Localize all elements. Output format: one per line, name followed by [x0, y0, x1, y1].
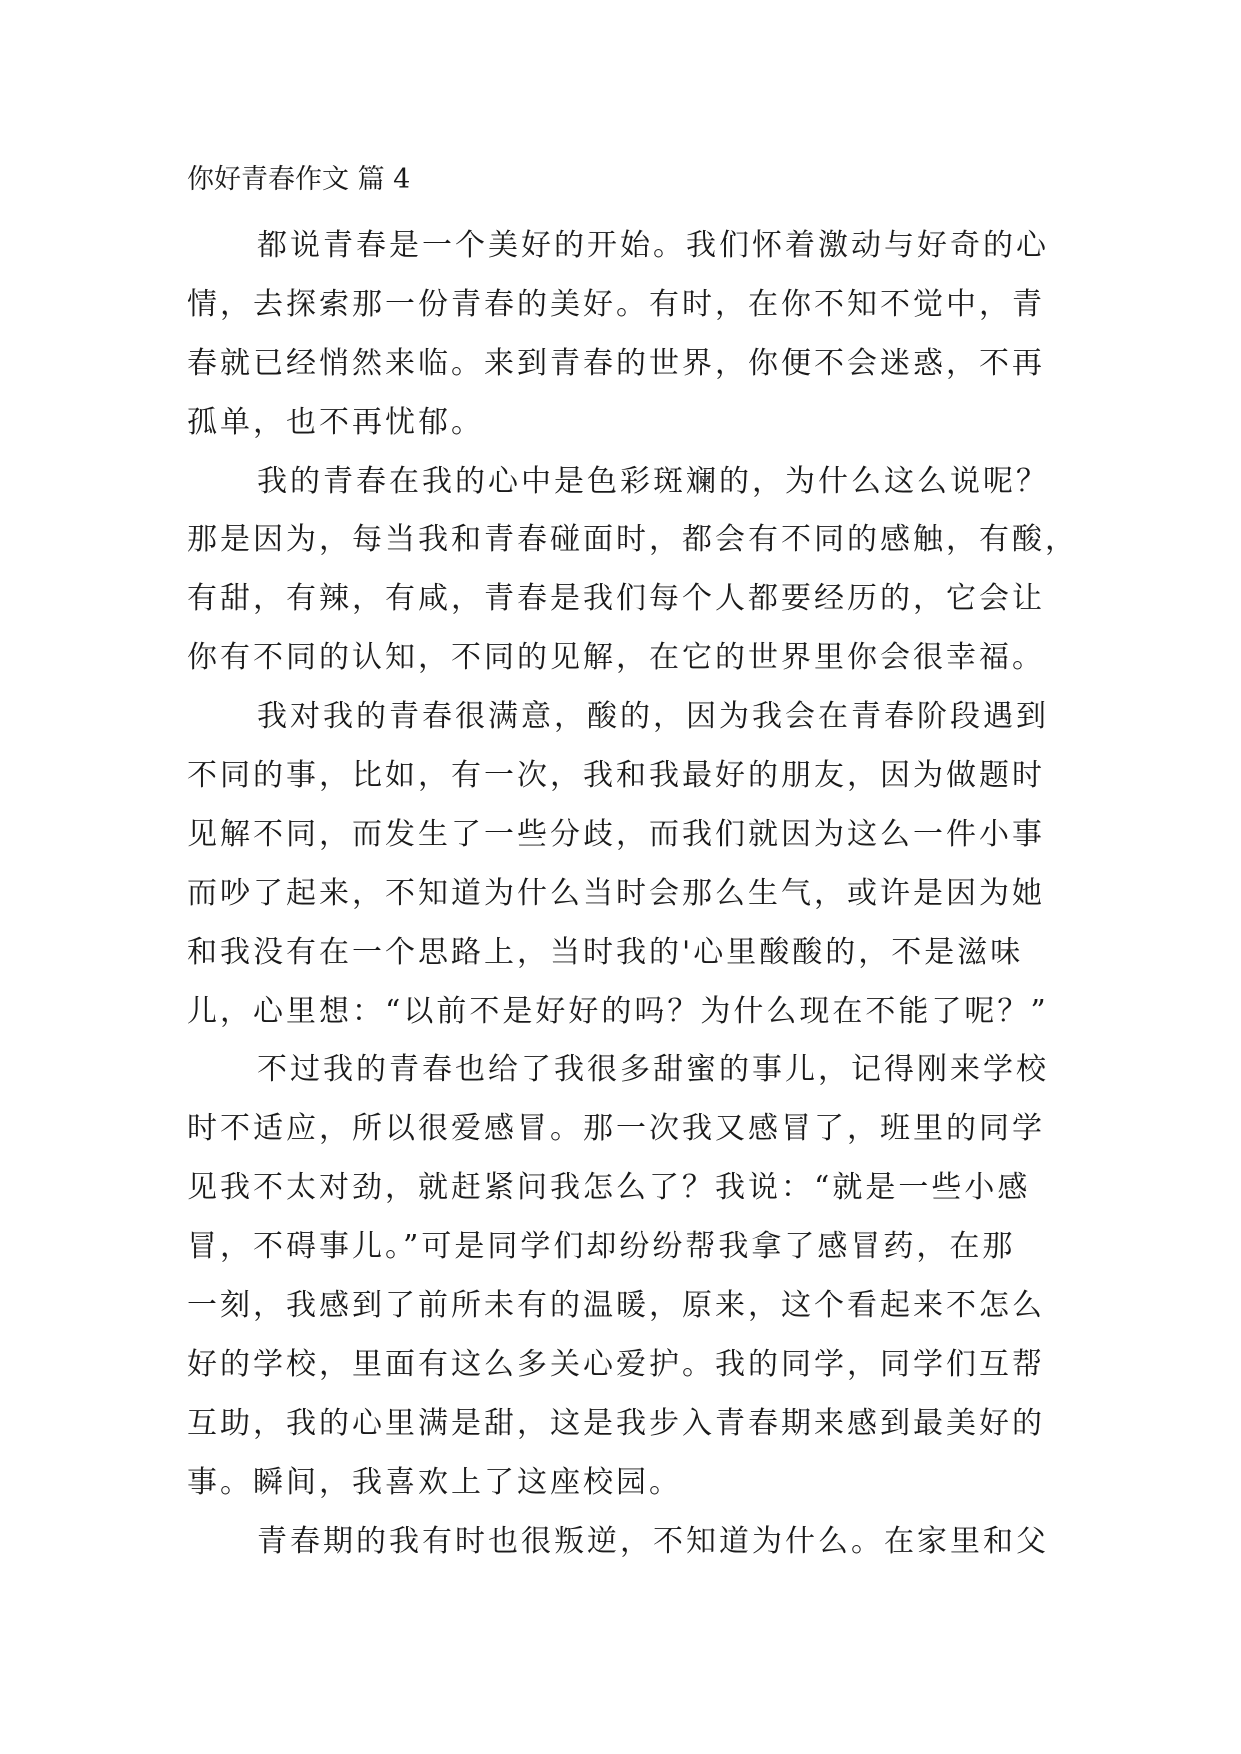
text-line: 不过我的青春也给了我很多甜蜜的事儿，记得刚来学校	[257, 1052, 1049, 1088]
text-line: 我对我的青春很满意，酸的，因为我会在青春阶段遇到	[257, 699, 1049, 735]
text-line: 和我没有在一个思路上，当时我的'心里酸酸的，不是滋味	[187, 934, 1024, 970]
text-line: 时不适应，所以很爱感冒。那一次我又感冒了，班里的同学	[187, 1111, 1045, 1147]
text-line: 不同的事，比如，有一次，我和我最好的朋友，因为做题时	[187, 758, 1045, 794]
text-line: 情，去探索那一份青春的美好。有时，在你不知不觉中，青	[187, 286, 1045, 322]
text-line: 一刻，我感到了前所未有的温暖，原来，这个看起来不怎么	[187, 1288, 1045, 1324]
essay-body	[187, 217, 1078, 1571]
text-line: 互助，我的心里满是甜，这是我步入青春期来感到最美好的	[187, 1405, 1045, 1441]
text-line: 见解不同，而发生了一些分歧，而我们就因为这么一件小事	[187, 816, 1045, 852]
text-line: 有甜，有辣，有咸，青春是我们每个人都要经历的，它会让	[187, 581, 1045, 617]
text-line: 都说青春是一个美好的开始。我们怀着激动与好奇的心	[257, 228, 1049, 263]
text-line: 青春期的我有时也很叛逆，不知道为什么。在家里和父	[257, 1523, 1049, 1559]
text-line: 我的青春在我的心中是色彩斑斓的，为什么这么说呢？	[257, 463, 1049, 499]
text-line: 儿，心里想：“以前不是好好的吗？为什么现在不能了呢？”	[187, 993, 1049, 1029]
text-line: 好的学校，里面有这么多关心爱护。我的同学，同学们互帮	[187, 1346, 1045, 1382]
text-line: 你有不同的认知，不同的见解，在它的世界里你会很幸福。	[187, 640, 1045, 676]
text-line: 那是因为，每当我和青春碰面时，都会有不同的感触，有酸，	[187, 522, 1078, 558]
text-line: 事。瞬间，我喜欢上了这座校园。	[187, 1464, 682, 1500]
text-line: 春就已经悄然来临。来到青春的世界，你便不会迷惑，不再	[187, 345, 1045, 381]
text-line: 孤单，也不再忧郁。	[187, 404, 484, 440]
text-line: 见我不太对劲，就赶紧问我怎么了？我说：“就是一些小感	[187, 1170, 1031, 1206]
essay-title: 你好青春作文 篇 4	[187, 164, 411, 195]
text-line: 冒，不碍事儿。”可是同学们却纷纷帮我拿了感冒药，在那	[187, 1229, 1016, 1265]
text-line: 而吵了起来，不知道为什么当时会那么生气，或许是因为她	[187, 875, 1045, 911]
